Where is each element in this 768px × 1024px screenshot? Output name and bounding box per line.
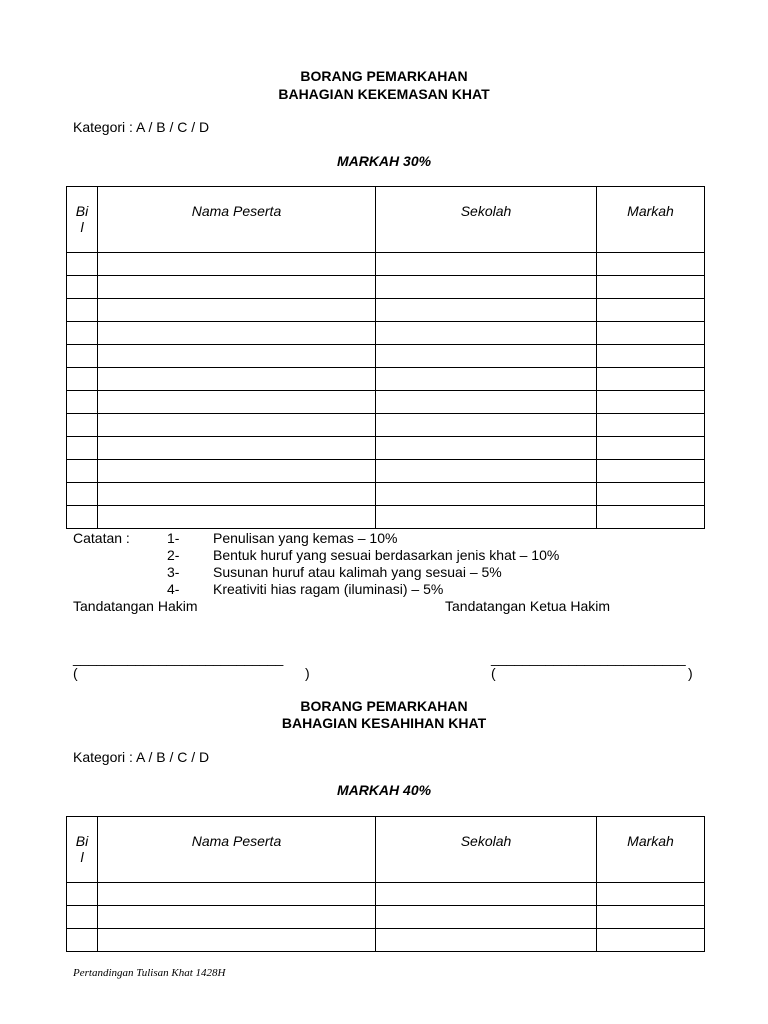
cell-sekolah[interactable] (376, 460, 597, 483)
cell-nama[interactable] (98, 253, 376, 276)
cell-markah[interactable] (597, 506, 705, 529)
hakim-name-paren-close: ) (305, 665, 310, 681)
form2-markah-heading: MARKAH 40% (336, 782, 432, 798)
cell-nama[interactable] (98, 929, 376, 952)
col-header-nama-peserta: Nama Peserta (98, 187, 376, 253)
form2-title-line2: BAHAGIAN KESAHIHAN KHAT (281, 715, 487, 731)
col-header-markah: Markah (597, 187, 705, 253)
cell-nama[interactable] (98, 322, 376, 345)
cell-bil[interactable] (67, 345, 98, 368)
cell-markah[interactable] (597, 483, 705, 506)
catatan-item-3-num: 3- (167, 564, 180, 580)
cell-nama[interactable] (98, 883, 376, 906)
cell-bil[interactable] (67, 883, 98, 906)
cell-sekolah[interactable] (376, 437, 597, 460)
bil-line2: l (80, 219, 84, 235)
cell-nama[interactable] (98, 414, 376, 437)
cell-bil[interactable] (67, 437, 98, 460)
col-header-bil (67, 817, 98, 883)
form2-kategori: Kategori : A / B / C / D (73, 749, 210, 765)
cell-sekolah[interactable] (376, 368, 597, 391)
cell-bil[interactable] (67, 253, 98, 276)
catatan-item-1-text: Penulisan yang kemas – 10% (213, 530, 398, 546)
catatan-item-4-text: Kreativiti hias ragam (iluminasi) – 5% (213, 581, 444, 597)
form1-kategori: Kategori : A / B / C / D (73, 119, 210, 135)
cell-markah[interactable] (597, 322, 705, 345)
col-header-markah: Markah (597, 817, 705, 883)
catatan-label: Catatan : (73, 530, 130, 546)
cell-markah[interactable] (597, 414, 705, 437)
cell-bil[interactable] (67, 299, 98, 322)
col-header-bil (67, 187, 98, 253)
table-header-row (67, 817, 705, 883)
cell-nama[interactable] (98, 483, 376, 506)
cell-markah[interactable] (597, 883, 705, 906)
cell-markah[interactable] (597, 929, 705, 952)
page-footer: Pertandingan Tulisan Khat 1428H (73, 967, 226, 979)
table-row[interactable] (67, 437, 705, 460)
table-row[interactable] (67, 483, 705, 506)
table-row[interactable] (67, 345, 705, 368)
table-row[interactable] (67, 299, 705, 322)
cell-markah[interactable] (597, 276, 705, 299)
cell-markah[interactable] (597, 368, 705, 391)
ketua-hakim-name-paren-open: ( (491, 665, 496, 681)
cell-sekolah[interactable] (376, 483, 597, 506)
signature-ketua-hakim-line[interactable]: _________________________ (491, 650, 686, 666)
form1-score-table (66, 186, 705, 529)
cell-markah[interactable] (597, 391, 705, 414)
cell-sekolah[interactable] (376, 299, 597, 322)
cell-bil[interactable] (67, 929, 98, 952)
table-row[interactable] (67, 276, 705, 299)
form1-title-line2: BAHAGIAN KEKEMASAN KHAT (278, 86, 490, 102)
cell-sekolah[interactable] (376, 929, 597, 952)
cell-bil[interactable] (67, 506, 98, 529)
cell-sekolah[interactable] (376, 414, 597, 437)
catatan-item-2-text: Bentuk huruf yang sesuai berdasarkan jenis khat – 10% (213, 547, 560, 563)
cell-bil[interactable] (67, 483, 98, 506)
signature-hakim-label: Tandatangan Hakim (73, 598, 198, 614)
cell-markah[interactable] (597, 253, 705, 276)
col-header-sekolah: Sekolah (376, 817, 597, 883)
cell-markah[interactable] (597, 299, 705, 322)
cell-sekolah[interactable] (376, 883, 597, 906)
cell-nama[interactable] (98, 460, 376, 483)
cell-markah[interactable] (597, 345, 705, 368)
table-row[interactable] (67, 460, 705, 483)
table-header-row (67, 187, 705, 253)
col-header-nama-peserta: Nama Peserta (98, 817, 376, 883)
cell-nama[interactable] (98, 391, 376, 414)
cell-nama[interactable] (98, 437, 376, 460)
cell-sekolah[interactable] (376, 276, 597, 299)
table-row[interactable] (67, 906, 705, 929)
cell-bil[interactable] (67, 906, 98, 929)
catatan-item-4-num: 4- (167, 581, 180, 597)
cell-markah[interactable] (597, 906, 705, 929)
cell-nama[interactable] (98, 368, 376, 391)
table-row[interactable] (67, 929, 705, 952)
cell-bil[interactable] (67, 414, 98, 437)
cell-bil[interactable] (67, 460, 98, 483)
table-row[interactable] (67, 414, 705, 437)
table-row[interactable] (67, 322, 705, 345)
cell-bil[interactable] (67, 368, 98, 391)
catatan-item-3-text: Susunan huruf atau kalimah yang sesuai – 5% (213, 564, 502, 580)
cell-nama[interactable] (98, 345, 376, 368)
table-row[interactable] (67, 368, 705, 391)
cell-nama[interactable] (98, 506, 376, 529)
form2-score-table (66, 816, 705, 952)
cell-sekolah[interactable] (376, 345, 597, 368)
catatan-item-1-num: 1- (167, 530, 180, 546)
form1-markah-heading: MARKAH 30% (336, 153, 432, 169)
catatan-item-2-num: 2- (167, 547, 180, 563)
cell-bil[interactable] (67, 322, 98, 345)
bil-line1: Bi (75, 833, 89, 849)
table-row[interactable] (67, 506, 705, 529)
cell-nama[interactable] (98, 299, 376, 322)
cell-bil[interactable] (67, 391, 98, 414)
form2-title-line1: BORANG PEMARKAHAN (300, 698, 468, 714)
cell-markah[interactable] (597, 460, 705, 483)
cell-sekolah[interactable] (376, 391, 597, 414)
cell-markah[interactable] (597, 437, 705, 460)
table-row[interactable] (67, 391, 705, 414)
cell-nama[interactable] (98, 276, 376, 299)
form1-title-line1: BORANG PEMARKAHAN (300, 68, 468, 84)
cell-nama[interactable] (98, 906, 376, 929)
signature-hakim-line[interactable]: ___________________________ (73, 650, 284, 666)
cell-sekolah[interactable] (376, 253, 597, 276)
bil-line2: l (80, 849, 84, 865)
cell-sekolah[interactable] (376, 906, 597, 929)
cell-bil[interactable] (67, 276, 98, 299)
table-row[interactable] (67, 253, 705, 276)
cell-sekolah[interactable] (376, 322, 597, 345)
hakim-name-paren-open: ( (73, 665, 78, 681)
bil-line1: Bi (75, 203, 89, 219)
signature-ketua-hakim-label: Tandatangan Ketua Hakim (445, 598, 610, 614)
col-header-sekolah: Sekolah (376, 187, 597, 253)
table-row[interactable] (67, 883, 705, 906)
cell-sekolah[interactable] (376, 506, 597, 529)
ketua-hakim-name-paren-close: ) (688, 665, 693, 681)
